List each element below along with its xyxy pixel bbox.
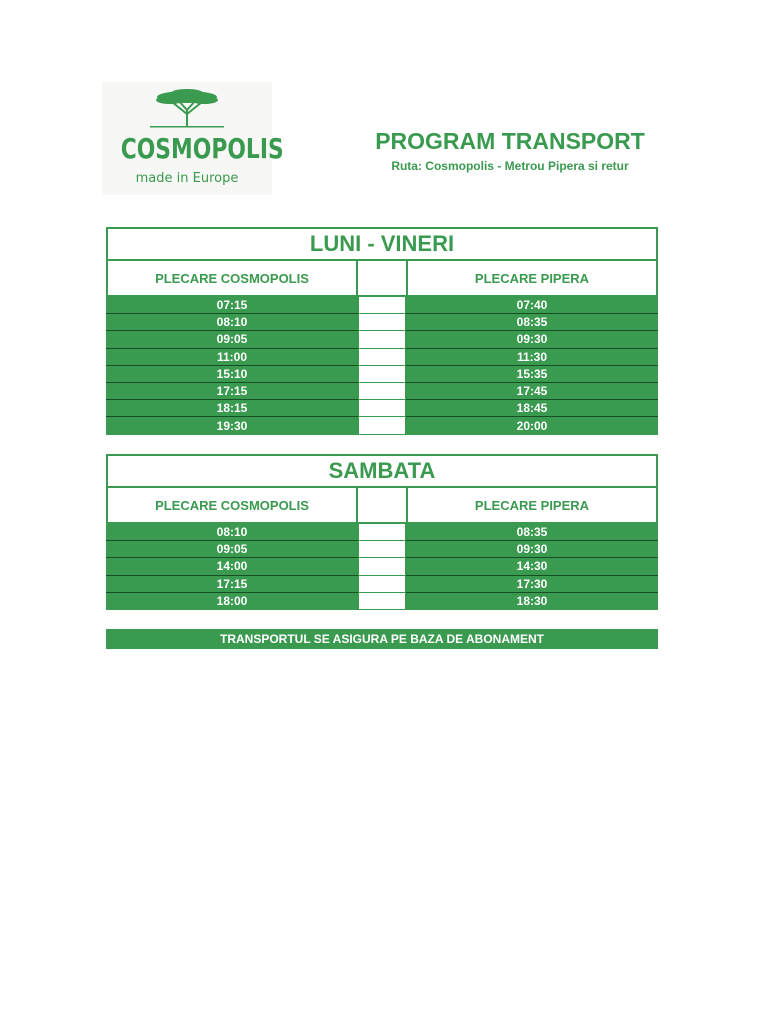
schedule-row [106, 331, 658, 348]
departure-cosmopolis-time: 17:15 [106, 383, 358, 400]
departure-cosmopolis-time: 19:30 [106, 417, 358, 434]
schedule-row [106, 541, 658, 558]
departure-pipera-time: 14:30 [406, 558, 658, 575]
departure-pipera-time: 08:35 [406, 314, 658, 331]
schedule-title: SAMBATA [106, 454, 658, 488]
schedule-row [106, 349, 658, 366]
row-spacer [358, 331, 406, 348]
schedule-row [106, 400, 658, 417]
row-spacer [358, 576, 406, 593]
departure-cosmopolis-time: 18:00 [106, 593, 358, 610]
cosmopolis-logo [102, 82, 284, 195]
schedule-saturday [106, 454, 658, 610]
schedule-row [106, 383, 658, 400]
schedule-row [106, 558, 658, 575]
schedule-row [106, 593, 658, 610]
schedule-title: LUNI - VINERI [106, 227, 658, 261]
acacia-tree-icon [150, 88, 224, 128]
row-spacer [358, 383, 406, 400]
subscription-notice: TRANSPORTUL SE ASIGURA PE BAZA DE ABONAMENT [106, 629, 658, 649]
row-spacer [358, 524, 406, 541]
row-spacer [358, 541, 406, 558]
schedule-rows [106, 524, 658, 610]
departure-cosmopolis-time: 18:15 [106, 400, 358, 417]
row-spacer [358, 349, 406, 366]
column-header-pipera: PLECARE PIPERA [406, 261, 658, 297]
departure-pipera-time: 07:40 [406, 297, 658, 314]
row-spacer [358, 417, 406, 434]
departure-pipera-time: 09:30 [406, 541, 658, 558]
schedule-row [106, 417, 658, 434]
departure-cosmopolis-time: 07:15 [106, 297, 358, 314]
departure-cosmopolis-time: 09:05 [106, 541, 358, 558]
departure-cosmopolis-time: 09:05 [106, 331, 358, 348]
row-spacer [358, 314, 406, 331]
row-spacer [358, 366, 406, 383]
column-spacer [358, 261, 406, 297]
row-spacer [358, 593, 406, 610]
column-spacer [358, 488, 406, 524]
departure-pipera-time: 08:35 [406, 524, 658, 541]
schedule-row [106, 314, 658, 331]
column-header-cosmopolis: PLECARE COSMOPOLIS [106, 488, 358, 524]
departure-cosmopolis-time: 17:15 [106, 576, 358, 593]
schedule-row [106, 297, 658, 314]
departure-cosmopolis-time: 15:10 [106, 366, 358, 383]
departure-pipera-time: 15:35 [406, 366, 658, 383]
departure-pipera-time: 11:30 [406, 349, 658, 366]
logo-wordmark: COSMOPOLIS [120, 132, 284, 165]
row-spacer [358, 558, 406, 575]
departure-pipera-time: 20:00 [406, 417, 658, 434]
departure-cosmopolis-time: 08:10 [106, 524, 358, 541]
row-spacer [358, 400, 406, 417]
departure-pipera-time: 17:45 [406, 383, 658, 400]
schedule-rows [106, 297, 658, 435]
departure-pipera-time: 17:30 [406, 576, 658, 593]
page-title: PROGRAM TRANSPORT [375, 128, 645, 154]
departure-pipera-time: 09:30 [406, 331, 658, 348]
schedule-row [106, 524, 658, 541]
departure-pipera-time: 18:45 [406, 400, 658, 417]
departure-cosmopolis-time: 11:00 [106, 349, 358, 366]
schedule-weekdays [106, 227, 658, 435]
column-header-pipera: PLECARE PIPERA [406, 488, 658, 524]
logo-tagline: made in Europe [135, 171, 239, 186]
row-spacer [358, 297, 406, 314]
departure-cosmopolis-time: 14:00 [106, 558, 358, 575]
route-subtitle: Ruta: Cosmopolis - Metrou Pipera si retur [391, 159, 629, 173]
departure-cosmopolis-time: 08:10 [106, 314, 358, 331]
schedule-row [106, 576, 658, 593]
departure-pipera-time: 18:30 [406, 593, 658, 610]
schedule-row [106, 366, 658, 383]
column-header-cosmopolis: PLECARE COSMOPOLIS [106, 261, 358, 297]
